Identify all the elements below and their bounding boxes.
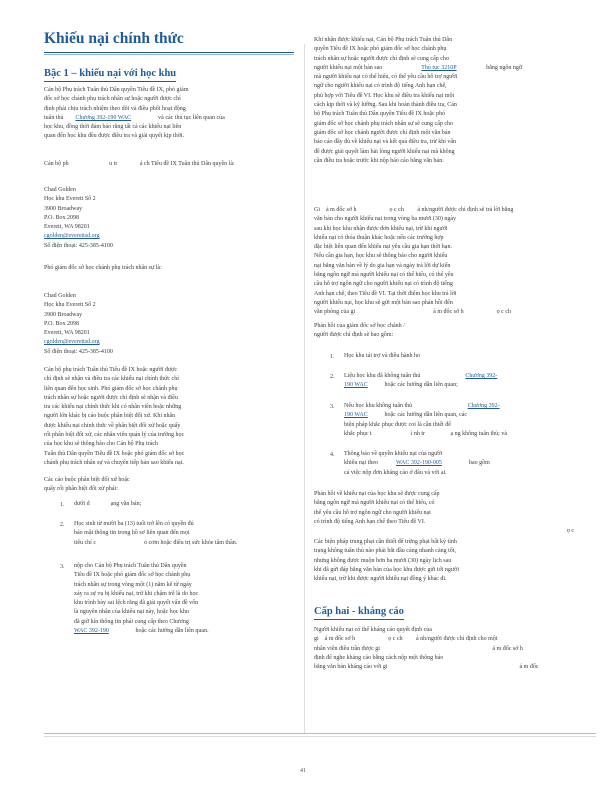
response-paragraph: Gi á m đốc sở h ọ c ch á nh/người được chỉ định sẽ trả lời bằng văn bản cho người khiếu nại trong vòng ba mươi (30) ngày sau khi học khu nhận được đơn khiếu nại, trừ khi người khiếu nại có thỏa thuận khác hoặc nếu các trường hợp đặc biệt liên quan đến khiếu nại yêu cầu gia hạn thời hạn. Nếu cần gia hạn, học khu sẽ thông báo cho người khiếu nại bằng văn bản về lý do gia hạn và ngày trả lời dự kiến bằng ngôn ngữ mà người khiếu nại có thể hiểu, có thể yêu cầu hỗ trợ ngôn ngữ cho người khiếu nại có trình độ tiếng Anh hạn chế, theo Tiêu đề VI. Tại thời điểm học khu trả lời người khiếu nại, học khu sẽ gửi một bản sao phản hồi đến văn phòng của gi á m đốc sở h ọ c ch [314, 207, 514, 316]
list-number-2: 2. [330, 374, 335, 380]
language-paragraph: Phản hồi về khiếu nại của học khu sẽ được cung cấp bằng ngôn ngữ mà người khiếu nại có thể hiểu, có thể yêu cầu hỗ trợ ngôn ngữ cho người khiếu nại có trình độ tiếng Anh hạn chế theo Tiêu đề VI. ọ c [314, 491, 574, 535]
list-number-2: 2. [60, 522, 65, 528]
wac-392-190-link[interactable]: Chương 392-190 WAC [75, 114, 132, 121]
chapter-392-190-link[interactable]: Chương 392- [467, 403, 500, 409]
text-line: Cán bộ Phụ trách Tuân thủ Dân quyền Tiêu đề IX, phó giám [44, 87, 189, 93]
list-number-3: 3. [330, 404, 335, 410]
list-item: Thông báo về quyền khiếu nại của người khiếu nại theo WAC 392-190-005 bao gồm cả việc nộp đơn kháng cáo ở đâu và với ai. [344, 451, 490, 476]
list-number-1: 1. [60, 502, 65, 508]
appeal-paragraph: Người khiếu nại có thể kháng cáo quyết định của gi á m đốc sở h ọ c ch á nh/người được chỉ định cho một nhân viên điều trần được gi á m đốc sở h định để nghe kháng cáo bằng cách nộp một thông báo bằng văn bản kháng cáo với gi á m đốc [314, 627, 539, 671]
contact-org: Học khu Everett Số 2 [44, 302, 96, 309]
wac-392-190-link[interactable]: WAC 392-190 [74, 628, 109, 635]
text-line: rối phân biệt đối xử, các nhân viên quản lý của trường học [44, 432, 185, 439]
column-divider [304, 44, 305, 734]
text-line: của học khu sẽ thông báo cho Cán bộ Phụ trách [44, 441, 158, 448]
text-line: liên quan đến học sinh. Phó giám đốc sở học chánh phụ [44, 385, 178, 392]
page-number: 41 [300, 768, 306, 774]
list-item: Liệu học khu đã không tuân thủ Chương 392- 190 WAC hoặc các hướng dẫn liên quan; [344, 372, 594, 391]
text-line: định phải chịu trách nhiệm theo dõi và điều phối hoạt động [44, 105, 186, 112]
contact-pobox: P.O. Box 2098 [44, 320, 80, 327]
text-line: Cán bộ phụ trách Tuân thủ Tiêu đề IX hoặc người được [44, 367, 178, 373]
text-line: Tuân thủ Dân quyền Tiêu đề IX hoặc phó giám đốc sở học [44, 450, 185, 457]
list-item: dưới d ạng văn bản; [74, 501, 142, 507]
page-title: Khiếu nại chính thức [44, 30, 184, 47]
text-line: Các cáo buộc phân biệt đối xử hoặc [44, 477, 130, 483]
contact-block-1 [44, 186, 294, 251]
footer-rule-secondary [44, 736, 596, 737]
response-content-intro: Phản hồi của giám đốc sở học chánh / người được chỉ định sẽ bao gồm: [314, 323, 405, 339]
contact-phone: Số điện thoại: 425-385-4100 [44, 348, 113, 355]
text-line: quan đến học khu đều được điều tra và giải quyết kịp thời. [44, 133, 185, 140]
chapter-392-190-link[interactable]: Chương 392- [465, 373, 498, 379]
contact-email-link[interactable]: cgolden@everettsd.org [44, 233, 100, 240]
text-line: chánh phụ trách nhân sự và chuyển tiếp bản sao khiếu nại. [44, 459, 184, 466]
hr-intro: Phó giám đốc sở học chánh phụ trách nhân sự là: [44, 265, 162, 271]
contact-street: 3900 Broadway [44, 311, 83, 318]
chapter-392-190-link-cont[interactable]: 190 WAC [344, 412, 368, 419]
list-number-4: 4. [330, 452, 335, 458]
title-rule-secondary [44, 54, 294, 55]
text-line: người lớn khác bị cáo buộc phân biệt đối xử. Khi nhân [44, 413, 176, 420]
list-item: Học khu tái trợ và điều hành ho [344, 353, 420, 359]
investigation-paragraph [44, 366, 294, 468]
contact-street: 3900 Broadway [44, 205, 83, 212]
text-line: tra các khiếu nại chính thức khi có nhân viên hoặc những [44, 404, 182, 411]
footer-rule [44, 733, 596, 734]
text-line: được khiếu nại chính thức về phân biệt đối xử hoặc quấy [44, 422, 181, 429]
section-heading-step2: Cấp hai - kháng cáo [314, 606, 404, 620]
list-item: nộp cho Cán bộ Phụ trách Tuân thủ Dân quyền Tiêu đề IX hoặc phó giám đốc sở học chánh phụ trách nhân sự trong vòng một (1) năm kể từ ngày xảy ra sự vụ bị khiếu nại, trừ khi chậm trễ là do học khu trình bày sai lệch rằng đã giải quyết vấn đề vốn là nguyên nhân của khiếu nại này, hoặc học khu đã giữ kín thông tin phải cung cấp theo Chương WAC 392-190 hoặc các hướng dẫn liên quan. [74, 562, 294, 636]
contact-city: Everett, WA 98201 [44, 330, 90, 337]
list-number-3: 3. [60, 564, 65, 570]
text-line: đốc sở học chánh phụ trách nhân sự hoặc người được chỉ [44, 96, 181, 103]
receipt-paragraph: Khi nhận được khiếu nại, Cán bộ Phụ trách Tuân thủ Dân quyền Tiêu đề IX hoặc phó giám đốc sở học chánh phụ trách nhân sự hoặc người được chỉ định sẽ cung cấp cho người khiếu nại một bản sao Thủ tục 3210P bằng ngôn ngữ mà người khiếu nại có thể hiểu, có thể yêu cầu hỗ trợ người ngữ cho người khiếu nại có trình độ tiếng Anh hạn chế, phù hợp với Tiêu đề VI. Học khu sẽ điều tra khiếu nại một cách kịp thời và kỹ lưỡng. Sau khi hoàn thành điều tra, Cán bộ Phụ trách Tuân thủ Dân quyền Tiêu đề IX hoặc phó giám đốc sở học chánh phụ trách nhân sự sẽ cung cấp cho giám đốc sở học chánh người được chỉ định một văn bản báo cáo đầy đủ về khiếu nại và kết quả điều tra, trừ khi vấn đề được giải quyết làm hài lòng người khiếu nại mà không cần điều tra hoặc trước khi nộp báo cáo bằng văn bản. [314, 37, 523, 164]
contact-pobox: P.O. Box 2098 [44, 214, 80, 221]
contact-org: Học khu Everett Số 2 [44, 196, 96, 203]
list-item: Học sinh từ mười ba (13) tuổi trở lên có quyền đủ báo mật thông tin trong hồ sơ liên quan đến mọi tiêu chí c ó cơm hoặc điều trị sức khỏe tâm thần. [74, 521, 238, 546]
list-item: Nếu học khu không tuân thủ Chương 392- 190 WAC hoặc các hướng dẫn liên quan, các biện pháp khắc phục được coi là cần thiết để khắc phục t ì nh tr ạ ng không tuân thủ; và [344, 402, 594, 439]
text-line: tuân thủ Chương 392-190 WAC và các thủ tục liên quan của [44, 114, 225, 121]
contact-city: Everett, WA 98201 [44, 224, 90, 231]
procedure-3210p-link[interactable]: Thủ tục 3210P [421, 64, 457, 71]
text-line: chỉ định sẽ nhận và điều tra các khiếu nại chính thức chỉ [44, 376, 179, 383]
title-rule [44, 52, 294, 53]
text-line: quấy rối phân biệt đối xử phải: [44, 486, 118, 493]
contact-name: Chad Golden [44, 187, 76, 193]
contact-email-link[interactable]: cgolden@everettsd.org [44, 339, 100, 346]
contact-name: Chad Golden [44, 293, 76, 299]
chapter-392-190-link-cont[interactable]: 190 WAC [344, 382, 368, 389]
list-number-1: 1. [330, 354, 335, 360]
allegations-intro [44, 476, 294, 495]
corrective-paragraph: Các biện pháp trung phạt cần thiết để trừng phạt bất kỳ tình trạng không tuân thủ nào phải bắt đầu càng nhanh càng tốt, nhưng không được muộn hơn ba mươi (30) ngày lịch sau khi đã gửi đáp bằng văn bản của học khu được gửi tới người khiếu nại, trừ khi được người khiếu nại đồng ý khác đi. [314, 539, 459, 583]
text-line: trách nhân sự hoặc người được chỉ định sẽ nhận và điều [44, 394, 178, 401]
step1-intro-paragraph [44, 86, 294, 142]
officer-intro: Cán bộ ph u tr á ch Tiêu đề IX Tuân thủ Dân quyền là: [44, 161, 235, 167]
contact-phone: Số điện thoại: 425-385-4100 [44, 242, 113, 249]
wac-392-190-005-link[interactable]: WAC 392-190-005 [396, 460, 442, 467]
section-heading-step1: Bậc 1 – khiếu nại với học khu [44, 68, 176, 82]
text-line: học khu, đồng thời đảm bảo rằng tất cả các khiếu nại liên [44, 124, 182, 131]
contact-block-2 [44, 292, 294, 357]
